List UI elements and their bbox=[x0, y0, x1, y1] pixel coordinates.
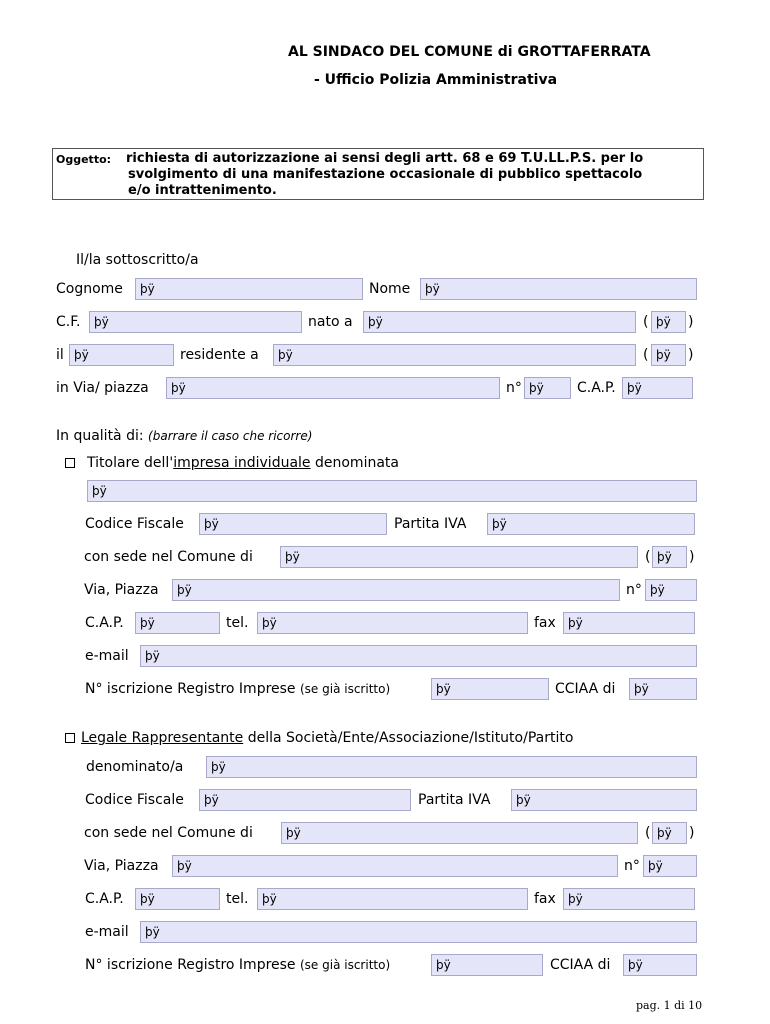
legale-registro-field[interactable]: þÿ bbox=[431, 954, 543, 976]
nato-a-field[interactable]: þÿ bbox=[363, 311, 636, 333]
legale-num-field[interactable]: þÿ bbox=[643, 855, 697, 877]
paren-open: ( bbox=[643, 347, 649, 363]
legale-piva-field[interactable]: þÿ bbox=[511, 789, 697, 811]
civic-number-field[interactable]: þÿ bbox=[524, 377, 571, 399]
titolare-fax-field[interactable]: þÿ bbox=[563, 612, 695, 634]
subject-line-2: svolgimento di una manifestazione occasionale di pubblico spettacolo bbox=[128, 167, 643, 182]
subject-label: Oggetto: bbox=[56, 153, 112, 166]
paren-open: ( bbox=[643, 314, 649, 330]
titolare-num-field[interactable]: þÿ bbox=[645, 579, 697, 601]
paren-open: ( bbox=[645, 825, 651, 841]
recipient-office: - Ufficio Polizia Amministrativa bbox=[314, 72, 558, 88]
legale-sede-province-field[interactable]: þÿ bbox=[652, 822, 687, 844]
paren-close: ) bbox=[688, 347, 694, 363]
titolare-via-field[interactable]: þÿ bbox=[172, 579, 620, 601]
titolare-cf-label: Codice Fiscale bbox=[85, 516, 184, 532]
cap-label: C.A.P. bbox=[577, 380, 616, 396]
legale-cf-label: Codice Fiscale bbox=[85, 792, 184, 808]
titolare-piva-label: Partita IVA bbox=[394, 516, 467, 532]
titolare-cf-field[interactable]: þÿ bbox=[199, 513, 387, 535]
titolare-via-label: Via, Piazza bbox=[84, 582, 159, 598]
residence-province-field[interactable]: þÿ bbox=[651, 344, 686, 366]
subject-line-3: e/o intrattenimento. bbox=[128, 183, 277, 198]
cf-label: C.F. bbox=[56, 314, 81, 330]
legale-cciaa-field[interactable]: þÿ bbox=[623, 954, 697, 976]
birth-date-field[interactable]: þÿ bbox=[69, 344, 174, 366]
qualita-label bbox=[56, 428, 312, 444]
legale-email-field[interactable]: þÿ bbox=[140, 921, 697, 943]
titolare-cciaa-field[interactable]: þÿ bbox=[629, 678, 697, 700]
legale-registro-label: N° iscrizione Registro Imprese (se già iscritto) bbox=[85, 957, 391, 973]
legale-piva-label: Partita IVA bbox=[418, 792, 491, 808]
il-label: il bbox=[56, 347, 64, 363]
cognome-field[interactable]: þÿ bbox=[135, 278, 363, 300]
cf-field[interactable]: þÿ bbox=[89, 311, 302, 333]
titolare-cciaa-label: CCIAA di bbox=[555, 681, 616, 697]
qualita-note: (barrare il caso che ricorre) bbox=[148, 429, 313, 443]
titolare-cap-label: C.A.P. bbox=[85, 615, 124, 631]
titolare-sede-province-field[interactable]: þÿ bbox=[652, 546, 687, 568]
legale-via-label: Via, Piazza bbox=[84, 858, 159, 874]
subject-line-1: richiesta di autorizzazione ai sensi degli artt. 68 e 69 T.U.LL.P.S. per lo bbox=[126, 151, 644, 166]
paren-close: ) bbox=[688, 314, 694, 330]
legale-fax-label: fax bbox=[534, 891, 556, 907]
residente-a-label: residente a bbox=[180, 347, 259, 363]
cap-field[interactable]: þÿ bbox=[622, 377, 693, 399]
paren-close: ) bbox=[689, 549, 695, 565]
via-label: in Via/ piazza bbox=[56, 380, 149, 396]
titolare-sede-label: con sede nel Comune di bbox=[84, 549, 253, 565]
titolare-tel-field[interactable]: þÿ bbox=[257, 612, 528, 634]
legale-num-label: n° bbox=[624, 858, 640, 874]
titolare-fax-label: fax bbox=[534, 615, 556, 631]
nato-a-label: nato a bbox=[308, 314, 353, 330]
titolare-num-label: n° bbox=[626, 582, 642, 598]
legale-sede-label: con sede nel Comune di bbox=[84, 825, 253, 841]
legale-label: Legale Rappresentante della Società/Ente/Associazione/Istituto/Partito bbox=[81, 730, 574, 746]
titolare-checkbox[interactable] bbox=[65, 458, 75, 468]
legale-cciaa-label: CCIAA di bbox=[550, 957, 611, 973]
titolare-tel-label: tel. bbox=[226, 615, 249, 631]
residente-a-field[interactable]: þÿ bbox=[273, 344, 636, 366]
titolare-registro-field[interactable]: þÿ bbox=[431, 678, 549, 700]
legale-checkbox[interactable] bbox=[65, 733, 75, 743]
nato-a-province-field[interactable]: þÿ bbox=[651, 311, 686, 333]
legale-via-field[interactable]: þÿ bbox=[172, 855, 618, 877]
titolare-email-label: e-mail bbox=[85, 648, 129, 664]
paren-close: ) bbox=[689, 825, 695, 841]
cognome-label: Cognome bbox=[56, 281, 123, 297]
legale-email-label: e-mail bbox=[85, 924, 129, 940]
recipient-title: AL SINDACO DEL COMUNE di GROTTAFERRATA bbox=[288, 44, 651, 60]
qualita-text: In qualità di: bbox=[56, 428, 144, 444]
via-field[interactable]: þÿ bbox=[166, 377, 500, 399]
legale-denominato-label: denominato/a bbox=[86, 759, 184, 775]
titolare-sede-field[interactable]: þÿ bbox=[280, 546, 638, 568]
titolare-cap-field[interactable]: þÿ bbox=[135, 612, 220, 634]
legale-sede-field[interactable]: þÿ bbox=[281, 822, 638, 844]
legale-tel-field[interactable]: þÿ bbox=[257, 888, 528, 910]
titolare-denominazione-field[interactable]: þÿ bbox=[87, 480, 697, 502]
legale-fax-field[interactable]: þÿ bbox=[563, 888, 695, 910]
civic-number-label: n° bbox=[506, 380, 522, 396]
legale-denominato-field[interactable]: þÿ bbox=[206, 756, 697, 778]
page-number: pag. 1 di 10 bbox=[636, 999, 703, 1012]
legale-cf-field[interactable]: þÿ bbox=[199, 789, 411, 811]
legale-cap-field[interactable]: þÿ bbox=[135, 888, 220, 910]
legale-tel-label: tel. bbox=[226, 891, 249, 907]
nome-label: Nome bbox=[369, 281, 411, 297]
titolare-email-field[interactable]: þÿ bbox=[140, 645, 697, 667]
legale-cap-label: C.A.P. bbox=[85, 891, 124, 907]
applicant-intro: Il/la sottoscritto/a bbox=[76, 252, 199, 268]
nome-field[interactable]: þÿ bbox=[420, 278, 697, 300]
titolare-piva-field[interactable]: þÿ bbox=[487, 513, 695, 535]
titolare-label: Titolare dell'impresa individuale denominata bbox=[87, 455, 399, 471]
titolare-registro-label: N° iscrizione Registro Imprese (se già iscritto) bbox=[85, 681, 391, 697]
paren-open: ( bbox=[645, 549, 651, 565]
